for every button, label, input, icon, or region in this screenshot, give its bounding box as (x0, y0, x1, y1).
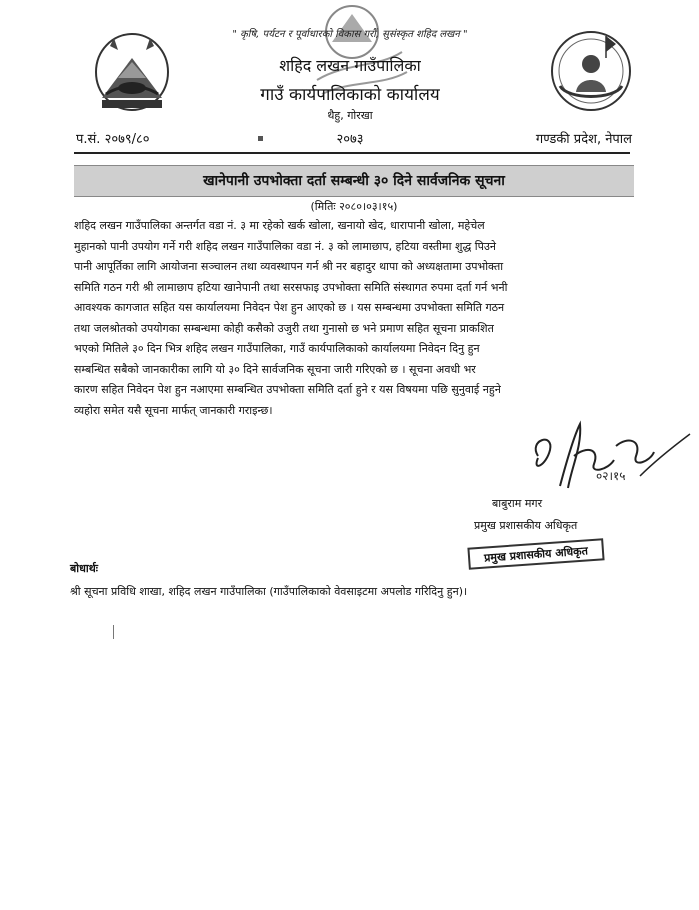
cc-label: बोधार्थः (70, 562, 98, 575)
signature-scribble-icon (524, 416, 694, 506)
municipality-logo-icon (548, 28, 634, 114)
body-line: कारण सहित निवेदन पेश हुन नआएमा सम्बन्धित उपभोक्ता समिति दर्ता हुने र यस विषयमा पछि सुनुवाई नहुने (74, 383, 501, 396)
body-line: आवश्यक कागजात सहित यस कार्यालयमा निवेदन पेश हुन आएको छ । यस सम्बन्धमा उपभोक्ता समिति गठन (74, 301, 505, 314)
notice-title: खानेपानी उपभोक्ता दर्ता सम्बन्धी ३० दिने सार्वजनिक सूचना (203, 173, 505, 189)
nepal-emblem-icon (92, 28, 172, 114)
reference-number: प.सं. २०७९/८० (76, 132, 150, 147)
header-divider (74, 152, 630, 154)
dispatch-number: २०७३ (336, 132, 364, 147)
notice-date: (मितिः २०८०।०३।१५) (310, 200, 398, 213)
designation-stamp: प्रमुख प्रशासकीय अधिकृत (467, 538, 604, 569)
signatory-name: बाबुराम मगर (492, 497, 543, 510)
province-label: गण्डकी प्रदेश, नेपाल (535, 132, 632, 147)
notice-body (74, 216, 634, 421)
body-line: व्यहोरा समेत यसै सूचना मार्फत् जानकारी गराइन्छ। (74, 403, 273, 417)
body-line: मुहानको पानी उपयोग गर्ने गरी शहिद लखन गाउँपालिका वडा नं. ३ को लामाछाप, हटिया वस्तीमा शुद्ध पिउने (74, 239, 496, 253)
municipality-name: शहिद लखन गाउँपालिका (279, 56, 421, 75)
motto: " कृषि, पर्यटन र पूर्वाधारको विकास गरौं, सुसंस्कृत शहिद लखन " (232, 29, 468, 40)
body-line: शहिद लखन गाउँपालिका अन्तर्गत वडा नं. ३ मा रहेको खर्क खोला, खनायो खेद, धारापानी खोला, महेचेल (74, 219, 485, 232)
scan-mark (113, 625, 114, 639)
body-line: पानी आपूर्तिका लागि आयोजना सञ्चालन तथा व्यवस्थापन गर्न श्री नर बहादुर थापा को अध्यक्षतामा उपभोक्ता (74, 260, 504, 273)
body-line: सम्बन्धित सबैको जानकारीका लागि यो ३० दिने सार्वजनिक सूचना जारी गरिएको छ । सूचना अवधी भर (74, 362, 476, 376)
body-line: भएको मितिले ३० दिन भित्र शहिद लखन गाउँपालिका, गाउँ कार्यपालिकाको कार्यालयमा निवेदन दिनु हुन (74, 342, 480, 355)
body-line: समिति गठन गरी श्री लामाछाप हटिया खानेपानी तथा सरसफाइ उपभोक्ता समिति संस्थागत रुपमा दर्ता गर्न भनी (74, 280, 508, 294)
office-name: गाउँ कार्यपालिकाको कार्यालय (260, 85, 440, 105)
signatory-designation: प्रमुख प्रशासकीय अधिकृत (474, 519, 578, 532)
body-line: तथा जलश्रोतको उपयोगका सम्बन्धमा कोही कसैको उजुरी तथा गुनासो छ भने प्रमाण सहित सूचना प्राकशित (74, 321, 494, 335)
svg-text:०२।१५: ०२।१५ (596, 469, 626, 483)
office-location: थैहु, गोरखा (327, 109, 373, 122)
cc-recipient: श्री सूचना प्रविधि शाखा, शहिद लखन गाउँपालिका (गाउँपालिकाको वेवसाइटमा अपलोड गरिदिनु हुन)। (70, 585, 468, 598)
